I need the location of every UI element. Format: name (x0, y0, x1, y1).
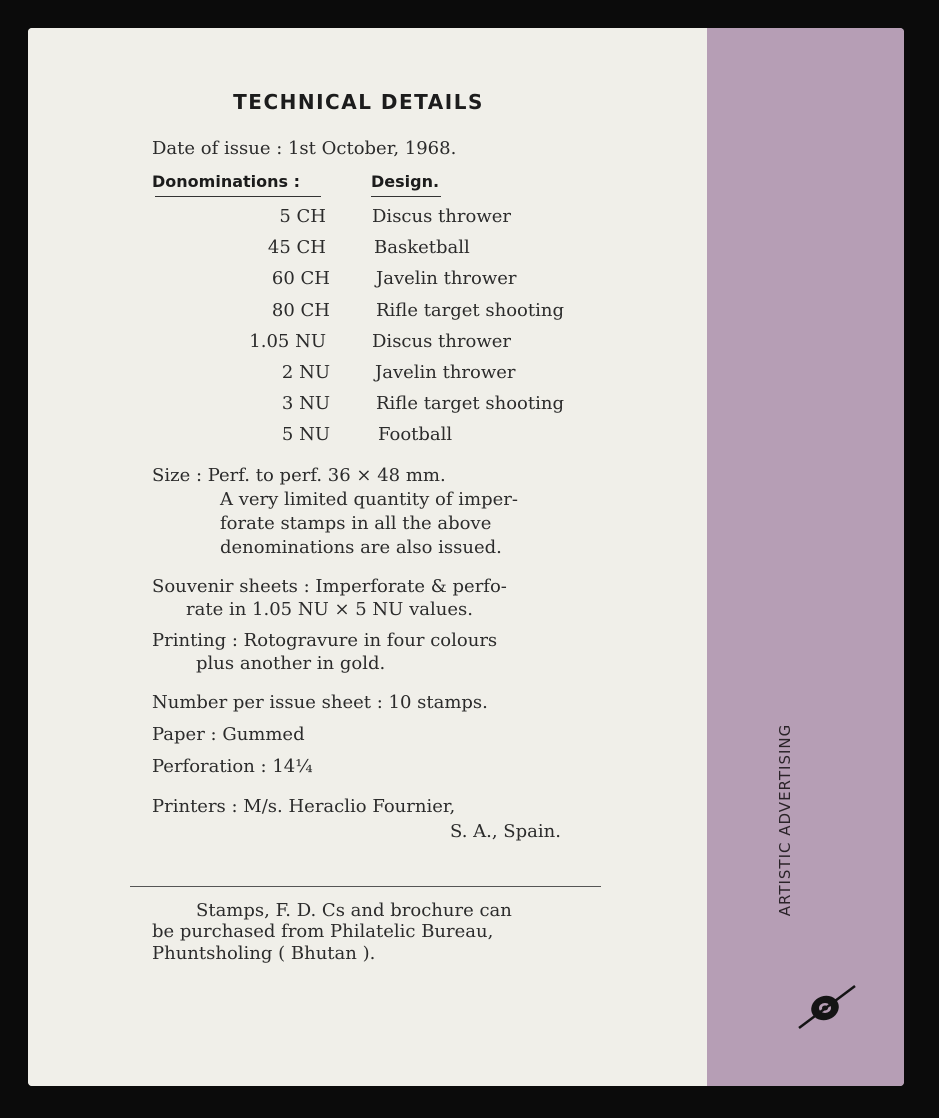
denomination-cell: 1.05 NU (249, 331, 326, 352)
denomination-cell: 5 NU (281, 424, 330, 445)
size-line: Size : Perf. to perf. 36 × 48 mm. (152, 465, 446, 486)
size-line: forate stamps in all the above (220, 513, 492, 534)
date-of-issue: Date of issue : 1st October, 1968. (152, 138, 457, 159)
lilac-side-band (707, 28, 904, 1086)
design-cell: Rifle target shooting (376, 393, 564, 414)
printers-line: Printers : M/s. Heraclio Fournier, (152, 796, 456, 817)
design-header: Design. (371, 172, 440, 191)
design-cell: Discus thrower (372, 206, 511, 227)
number-per-sheet: Number per issue sheet : 10 stamps. (152, 692, 488, 713)
design-underline (371, 196, 441, 197)
denomination-cell: 2 NU (281, 362, 330, 383)
footer-line: Stamps, F. D. Cs and brochure can (196, 900, 512, 921)
perforation-line: Perforation : 14¼ (152, 756, 313, 777)
side-credit-text: ARTISTIC ADVERTISING (776, 723, 794, 917)
size-line: denominations are also issued. (220, 537, 502, 558)
footer-line: be purchased from Philatelic Bureau, (152, 921, 494, 942)
denomination-cell: 3 NU (281, 393, 330, 414)
design-cell: Discus thrower (372, 331, 511, 352)
printing-line: plus another in gold. (196, 653, 386, 674)
design-cell: Javelin thrower (375, 362, 516, 383)
design-cell: Football (378, 424, 453, 445)
printing-line: Printing : Rotogravure in four colours (152, 630, 498, 651)
footer-divider (130, 886, 601, 887)
paper-line: Paper : Gummed (152, 724, 305, 745)
denomination-cell: 80 CH (271, 300, 330, 321)
design-cell: Rifle target shooting (376, 300, 564, 321)
denomination-cell: 5 CH (279, 206, 326, 227)
souvenir-sheets-line: rate in 1.05 NU × 5 NU values. (186, 599, 473, 620)
denomination-cell: 60 CH (271, 268, 330, 289)
printers-line: S. A., Spain. (450, 821, 561, 842)
page-title: TECHNICAL DETAILS (233, 90, 484, 114)
souvenir-sheets-line: Souvenir sheets : Imperforate & perfo- (152, 576, 507, 597)
denominations-underline (155, 196, 321, 197)
artistic-advertising-logo-icon (797, 980, 857, 1030)
denominations-header: Donominations : (152, 172, 301, 191)
design-cell: Javelin thrower (376, 268, 517, 289)
size-line: A very limited quantity of imper- (220, 489, 518, 510)
denomination-cell: 45 CH (267, 237, 326, 258)
design-cell: Basketball (374, 237, 470, 258)
footer-line: Phuntsholing ( Bhutan ). (152, 943, 376, 964)
